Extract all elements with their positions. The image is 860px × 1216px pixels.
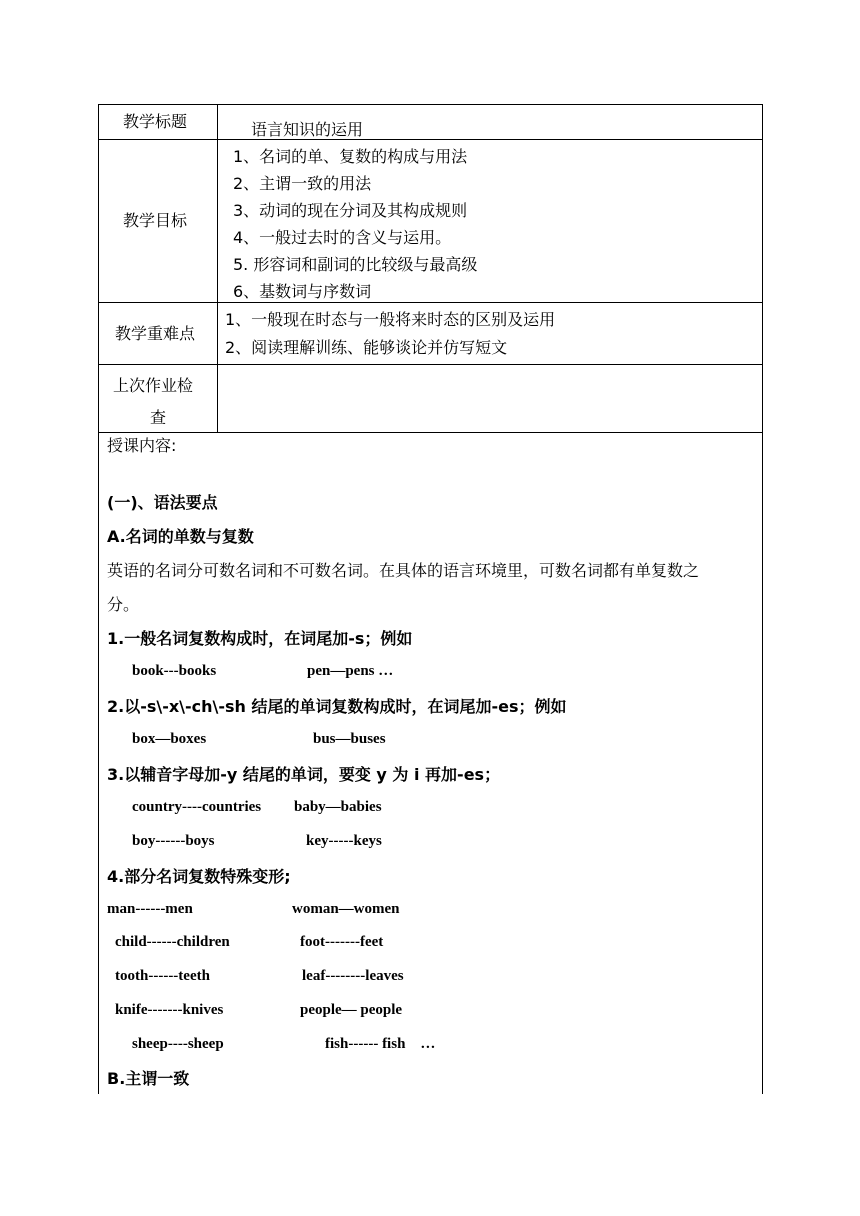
example-word: foot-------feet — [300, 934, 384, 950]
subsection-heading: B.主谓一致 — [107, 1069, 190, 1088]
subsection-heading: A.名词的单数与复数 — [107, 527, 254, 546]
title-label: 教学标题 — [123, 112, 188, 131]
table-border-right — [762, 104, 763, 1094]
table-row-divider — [98, 139, 763, 140]
example-word: people— people — [300, 1002, 403, 1018]
homework-label: 上次作业检 — [113, 376, 194, 395]
example-word: boy------boys — [132, 833, 215, 849]
paragraph-line: 分。 — [107, 595, 140, 614]
example-word: woman—women — [292, 901, 400, 917]
goal-item: 6、基数词与序数词 — [233, 282, 372, 301]
example-word: knife-------knives — [115, 1002, 224, 1018]
example-word: fish------ fish … — [325, 1036, 436, 1052]
rule-item: 3.以辅音字母加-y 结尾的单词，要变 y 为 i 再加-es； — [107, 765, 501, 784]
table-row-divider — [98, 364, 763, 365]
goal-item: 3、动词的现在分词及其构成规则 — [233, 201, 468, 220]
table-column-divider — [217, 104, 218, 433]
title-value: 语言知识的运用 — [251, 120, 364, 139]
example-word: bus—buses — [313, 731, 386, 747]
example-word: box—boxes — [132, 731, 207, 747]
example-word: leaf--------leaves — [302, 968, 404, 984]
goal-item: 4、一般过去时的含义与运用。 — [233, 228, 452, 247]
example-word: baby—babies — [294, 799, 382, 815]
rule-item: 2.以-s\-x\-ch\-sh 结尾的单词复数构成时，在词尾加-es；例如 — [107, 697, 567, 716]
example-word: country----countries — [132, 799, 262, 815]
goal-item: 1、名词的单、复数的构成与用法 — [233, 147, 468, 166]
table-row-divider — [98, 302, 763, 303]
table-row-divider — [98, 432, 763, 433]
content-intro: 授课内容: — [107, 436, 177, 455]
goal-item: 5. 形容词和副词的比较级与最高级 — [233, 255, 478, 274]
key-points-label: 教学重难点 — [115, 324, 196, 343]
example-word: pen—pens … — [307, 663, 394, 679]
example-word: tooth------teeth — [115, 968, 210, 984]
table-border-top — [98, 104, 763, 105]
rule-item: 1.一般名词复数构成时，在词尾加-s；例如 — [107, 629, 413, 648]
example-word: key-----keys — [306, 833, 382, 849]
example-word: book---books — [132, 663, 217, 679]
section-heading: (一)、语法要点 — [107, 493, 218, 512]
goals-label: 教学目标 — [123, 211, 188, 230]
table-border-left — [98, 104, 99, 1094]
example-word: sheep----sheep — [132, 1036, 224, 1052]
key-point-item: 1、一般现在时态与一般将来时态的区别及运用 — [225, 310, 556, 329]
example-word: child------children — [115, 934, 230, 950]
goal-item: 2、主谓一致的用法 — [233, 174, 372, 193]
homework-label-cont: 查 — [150, 408, 167, 427]
example-word: man------men — [107, 901, 193, 917]
key-point-item: 2、阅读理解训练、能够谈论并仿写短文 — [225, 338, 508, 357]
rule-item: 4.部分名词复数特殊变形; — [107, 867, 291, 886]
paragraph-line: 英语的名词分可数名词和不可数名词。在具体的语言环境里，可数名词都有单复数之 — [107, 561, 700, 580]
